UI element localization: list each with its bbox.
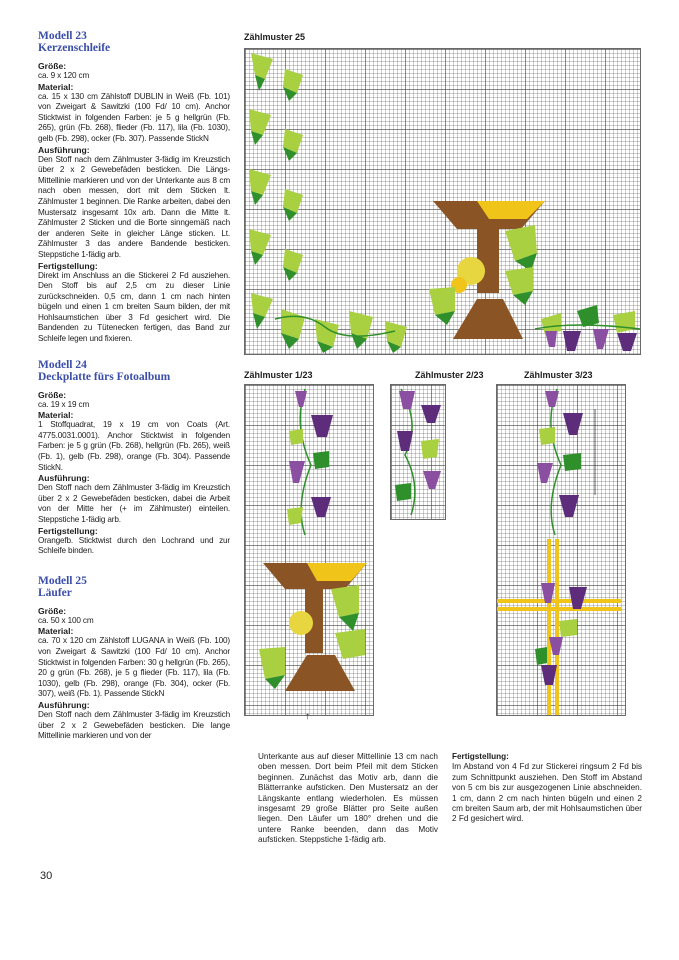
- model-25-execution: Den Stoff nach dem Zählmuster 3-fädig im Kreuzstich über 2 x 2 Gewebefäden besticken. Die lange Mittellinie markieren und von der: [38, 709, 230, 741]
- chart-3-23-title: Zählmuster 3/23: [524, 370, 593, 380]
- start-arrow-1-23: ↑: [305, 711, 310, 722]
- chalice-motif: [259, 563, 367, 691]
- model-25-material: ca. 70 x 120 cm Zählstoff LUGANA in Weiß (Fb. 100) von Zweigart & Sawitzki (100 Fd/ 10 cm). Anchor Sticktwist in folgenden Farben: 30 g hellgrün (Fb. 265), 20 g grün (Fb. 268), je 5 g flieder (Fb. 117), lila (Fb. 1030), gelb (Fb. 298), orange (Fb. 304), ocker (Fb. 307), weiß (Fb. 1). Passende StickN: [38, 636, 230, 699]
- model-24-execution-label: Ausführung:: [38, 473, 90, 484]
- chart-25-title: Zählmuster 25: [244, 32, 306, 42]
- model-25-subtitle: Läufer: [38, 586, 72, 599]
- model-23-size-label: Größe:: [38, 61, 67, 71]
- left-text-column: [38, 30, 230, 752]
- bottom-right-block: [452, 752, 642, 825]
- bottom-right-text: Im Abstand von 4 Fd zur Stickerei ringsum 2 Fd bis zum Schnittpunkt ausziehen. Den Stoff im Abstand von 5 cm bis zur ausgezogenen Linie abschneiden. 1 cm, dann 2 cm nach hinten bügeln und einen 2 cm breiten Saum arb, der mit Hohlsaumstichen über 2 Fd gesichert wird.: [452, 762, 642, 824]
- model-25: [38, 575, 230, 742]
- model-23-subtitle: Kerzenschleife: [38, 42, 111, 54]
- model-23-material: ca. 15 x 130 cm Zählstoff DUBLIN in Weiß (Fb. 101) von Zweigart & Sawitzki (100 Fd/ 10 cm). Anchor Sticktwist in folgenden Farben: je 5 g hellgrün (Fb. 265), grün (Fb. 268), flieder (Fb. 117), lila (Fb. 1030), gelb (Fb. 298), ocker (Fb. 307). Passende StickN: [38, 91, 230, 143]
- model-25-material-label: Material:: [38, 626, 74, 637]
- chart-25-grid: [244, 48, 641, 355]
- ribbon-cross: [497, 539, 621, 715]
- model-24-subtitle: Deckplatte fürs Fotoalbum: [38, 370, 171, 383]
- chart-2-23-grid: [390, 384, 446, 520]
- model-23-execution: Den Stoff nach dem Zählmuster 3-fädig im Kreuzstich über 2 x 2 Gewebefäden besticken. Die Längs-Mittellinie markieren und von der Unterkante aus 8 cm nach oben messen, dort mit dem Sticken lt. Zählmuster 1 beginnen. Die Ranke arbeiten, dabei den Mustersatz insgesamt 10x arb. Dann die Mitte lt. Zählmuster 2 Sticken und die Borte sinngemäß nach der anderen Seite in gleicher Länge sticken. Lt. Zählmuster 3 das andere Bandende besticken. Steppstiche 1-fädig arb.: [38, 154, 230, 259]
- model-23-finishing: Direkt im Anschluss an die Stickerei 2 Fd ausziehen. Den Stoff bis auf 2,5 cm zu dieser Linie zurückschneiden. 0,5 cm, dann 1 cm nach hinten bügeln und einen 1 cm breiten Saum bilden, der mit Hohlsaumstichen über 3 Fd gesichert wird. Die Bandenden zu Tütenecken fertigen, das Band zur Schleife legen und fixieren.: [38, 270, 230, 344]
- model-25-title: Modell 25: [38, 574, 87, 587]
- chart-1-23-title: Zählmuster 1/23: [244, 370, 313, 380]
- model-24-title: Modell 24: [38, 358, 87, 371]
- model-25-execution-label: Ausführung:: [38, 699, 90, 710]
- model-24-size: ca. 19 x 19 cm: [38, 399, 90, 409]
- grape-border: [535, 305, 640, 351]
- model-24-material: 1 Stoffquadrat, 19 x 19 cm von Coats (Art. 4775.0031.0001). Anchor Sticktwist in folgenden Farben: je 5 g grün (Fb. 268), hellgrün (Fb. 265), weiß (Fb. 1), gelb (Fb. 298), orange (Fb. 304). Passende StickN.: [38, 420, 230, 472]
- model-24-finishing-label: Fertigstellung:: [38, 525, 98, 536]
- model-24-execution: Den Stoff nach dem Zählmuster 3-fädig im Kreuzstich über 2 x 2 Gewebefäden besticken, dabei die Arbeit von der Mitte her (+ im Zählmuster) einteilen. Steppstiche 1-fädig arb.: [38, 483, 230, 524]
- model-23-execution-label: Ausführung:: [38, 144, 90, 155]
- chart-2-23-title: Zählmuster 2/23: [415, 370, 484, 380]
- model-24: [38, 359, 230, 557]
- model-23: [38, 30, 230, 345]
- chart-3-23-motif: [497, 385, 625, 715]
- model-24-finishing: Orangefb. Sticktwist durch den Lochrand und zur Schleife binden.: [38, 535, 230, 556]
- chart-1-23-grid: [244, 384, 374, 716]
- leaf-vine-bottom: [275, 309, 407, 353]
- model-24-material-label: Material:: [38, 410, 74, 421]
- leaf-vine-left: [249, 53, 303, 329]
- model-23-title: Modell 23: [38, 30, 87, 42]
- chart-25-motif: [245, 49, 640, 354]
- chart-2-23-motif: [391, 385, 445, 519]
- page-number: 30: [40, 870, 53, 882]
- model-23-size: ca. 9 x 120 cm: [38, 71, 90, 80]
- model-24-size-label: Größe:: [38, 389, 67, 400]
- grape-vine: [287, 389, 333, 535]
- chart-3-23-grid: [496, 384, 626, 716]
- model-25-size: ca. 50 x 100 cm: [38, 615, 94, 625]
- chalice-motif: [429, 201, 545, 339]
- model-25-size-label: Größe:: [38, 605, 67, 616]
- model-23-material-label: Material:: [38, 81, 74, 92]
- bottom-right-label: Fertigstellung:: [452, 752, 509, 761]
- chart-1-23-motif: [245, 385, 373, 715]
- model-23-finishing-label: Fertigstellung:: [38, 260, 98, 271]
- bottom-middle-text: Unterkante aus auf dieser Mittellinie 13 cm nach oben messen. Dort beim Pfeil mit dem Sticken beginnen. Zunächst das Motiv arb, dann die Blätterranke aufsticken. Den Mustersatz an der Längskante entlang wiederholen. Es müssen insgesamt 29 große Blätter pro Seite außen liegen. Den Läufer um 180° drehen und die untere Ranke beenden, dann das Motiv aufsticken. Steppstiche 1-fädig arb.: [258, 752, 438, 845]
